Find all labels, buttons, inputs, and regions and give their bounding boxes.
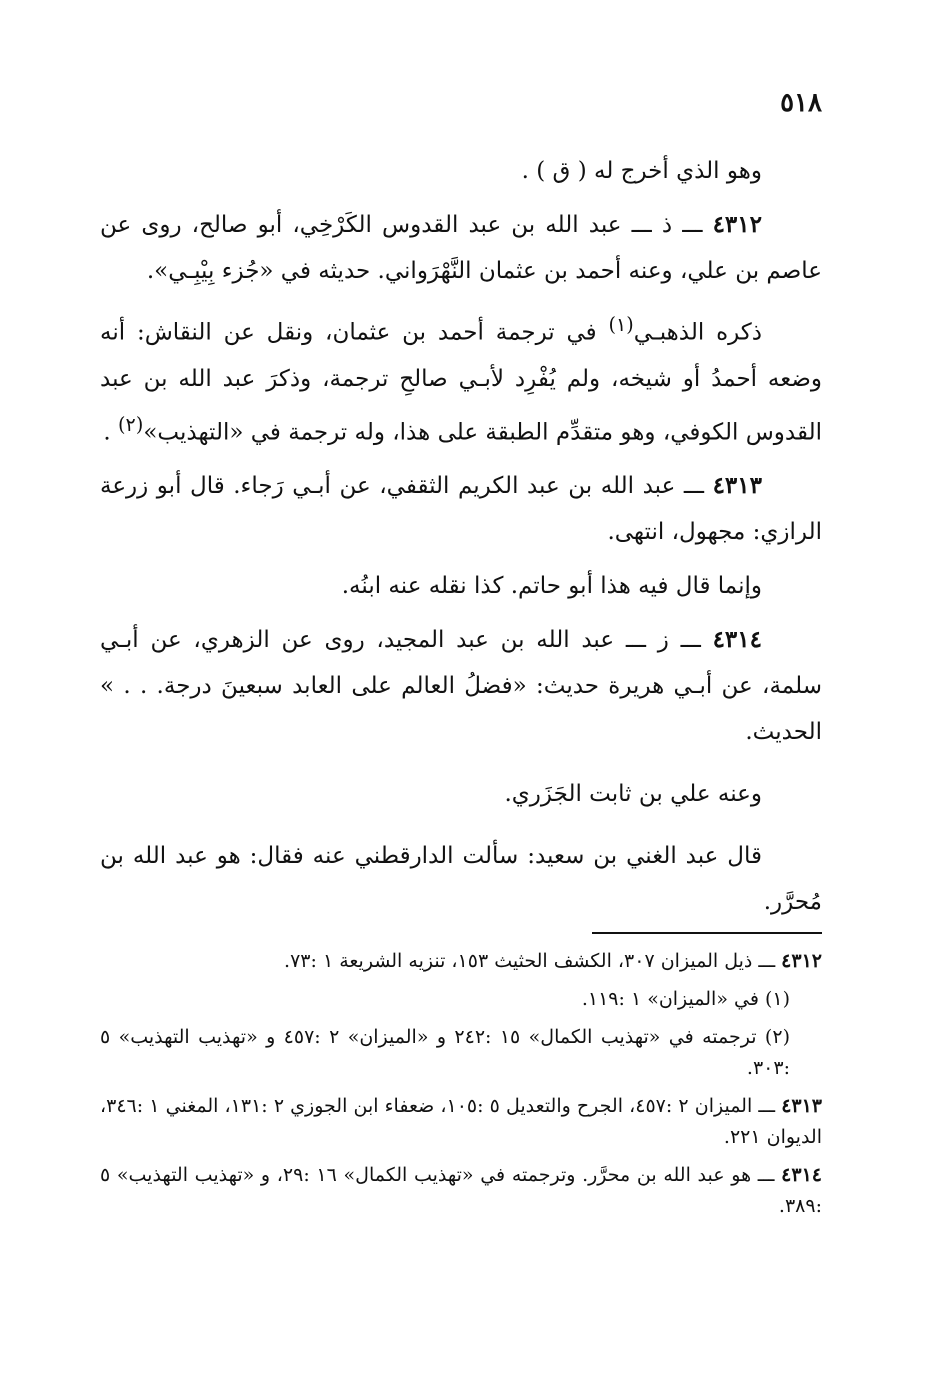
note-text: ـــ الميزان ٢ :٤٥٧، الجرح والتعديل ٥ :١٠٥، ضعفاء ابن الجوزي ٢ :١٣١، المغني ١ :٣٤٦، الديوان ٢٢١. [100,1095,822,1148]
entry-number: ٤٣١٣ [712,472,762,500]
note-text: ـــ ذيل الميزان ٣٠٧، الكشف الحثيث ١٥٣، تنزيه الشريعة ١ :٧٣. [284,950,782,972]
entry-4312 [100,202,822,294]
footnotes [100,946,822,1229]
entry-4314-commentary: قال عبد الغني بن سعيد: سألت الدارقطني عنه فقال: هو عبد الله بن مُحرَّر. [100,843,822,916]
note-text: ـــ هو عبد الله بن محرَّر. وترجمته في «تهذيب الكمال» ١٦ :٢٩، و «تهذيب التهذيب» ٥ :٣٨٩. [100,1164,822,1217]
note-number: ٤٣١٣ [781,1095,823,1117]
entry-4314-commentary: وعنه علي بن ثابت الجَزَري. [504,781,762,808]
commentary-text: . [103,419,119,446]
note-4312 [100,946,822,977]
footnote-divider [592,932,822,934]
entry-text: ـــ ز ـــ عبد الله بن عبد المجيد، روى عن الزهري، عن أبـي سلمة، عن أبـي هريرة حديث: «فضلُ العالم على العابد سبعينَ درجة. . . » الحديث. [100,627,822,746]
footnote-2: (٢) ترجمته في «تهذيب الكمال» ١٥ :٢٤٢ و «الميزان» ٢ :٤٥٧ و «تهذيب التهذيب» ٥ :٣٠٣. [100,1026,790,1079]
paragraph-continuation: وهو الذي أخرج له ( ق ) . [521,158,762,184]
entry-4314 [100,617,822,755]
entry-4312-commentary [100,302,822,455]
entry-number: ٤٣١٤ [712,626,762,654]
commentary-text: ذكره الذهبـي [633,319,762,346]
page-number: ٥١٨ [780,88,822,118]
note-4314 [100,1160,822,1222]
entry-4313-commentary: وإنما قال فيه هذا أبو حاتم. كذا نقله عنه ابنُه. [341,573,762,600]
note-4313 [100,1091,822,1153]
note-number: ٤٣١٤ [781,1164,822,1186]
commentary-text: في ترجمة أحمد بن عثمان، ونقل عن النقاش: أنه وضعه أحمدُ أو شيخه، ولم يُفْرِد لأبـي صالحِ ترجمة، وذكرَ عبد الله بن عبد القدوس الكوفي، وهو متقدِّم الطبقة على هذا، وله ترجمة في «التهذيب» [100,319,822,446]
main-text [100,148,822,933]
entry-text: ـــ عبد الله بن عبد الكريم الثقفي، عن أبـي رَجاء. قال أبو زرعة الرازي: مجهول، انتهى. [100,473,822,546]
entry-number: ٤٣١٢ [712,211,762,238]
entry-4313 [100,463,822,555]
footnote-ref-2: (٢) [118,412,144,436]
note-number: ٤٣١٢ [781,950,822,972]
footnote-ref-1: (١) [608,313,634,336]
entry-text: ـــ ذ ـــ عبد الله بن عبد القدوس الكَرْخِي، أبو صالح، روى عن عاصم بن علي، وعنه أحمد بن عثمان النَّهْرَواني. حديثه في «جُزء بِيْبِـي». [100,212,822,284]
footnote-1: (١) في «الميزان» ١ :١١٩. [581,988,790,1010]
